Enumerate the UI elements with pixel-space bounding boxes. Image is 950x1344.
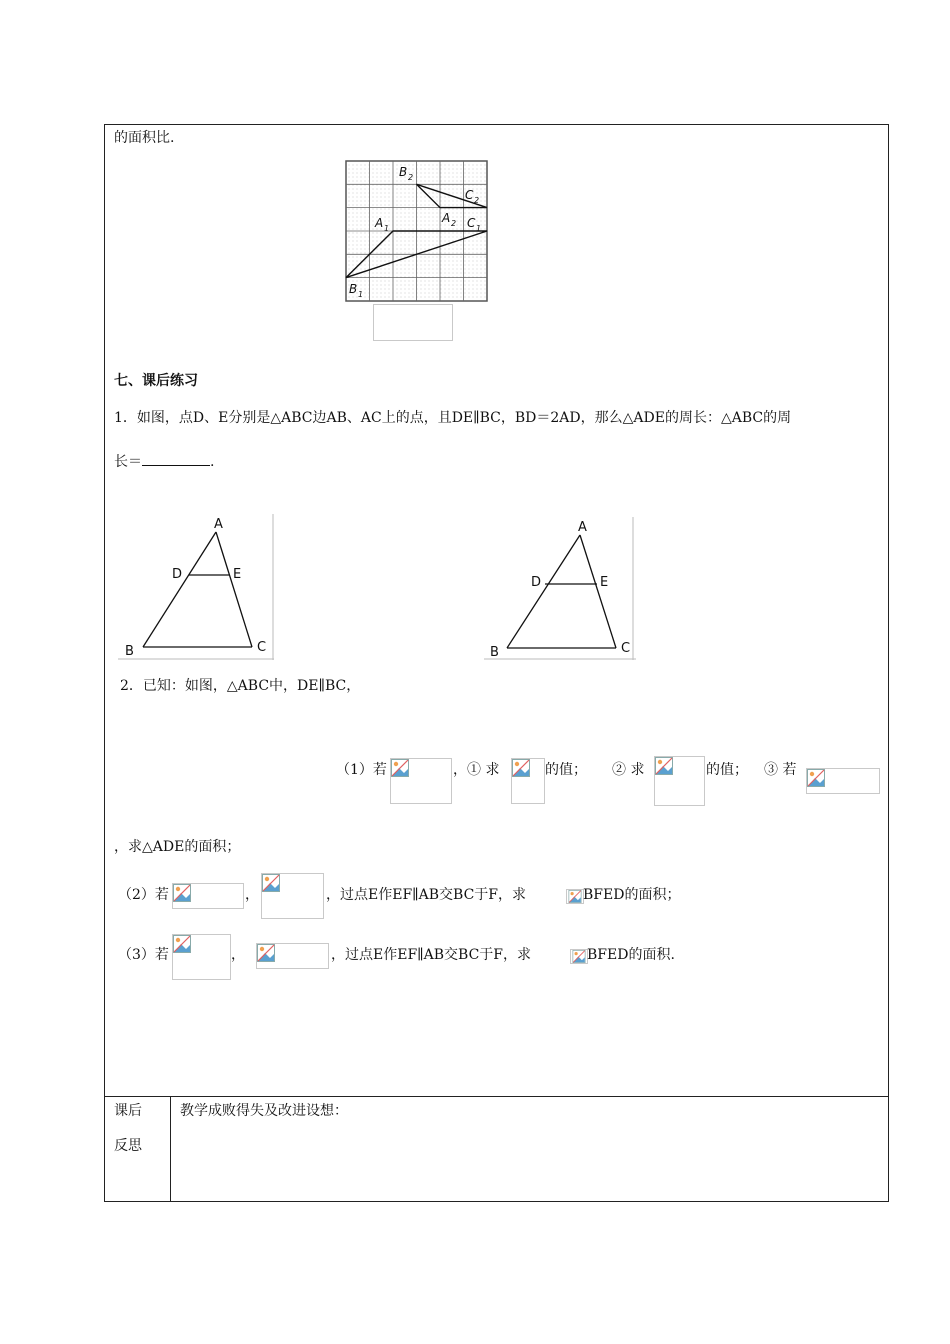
svg-text:2: 2	[408, 173, 414, 182]
label-b2: B	[399, 165, 408, 179]
grid-triangle-figure	[343, 159, 489, 303]
table-left-border	[104, 124, 105, 1202]
broken-image-icon	[173, 935, 191, 953]
triangle-figure-right	[484, 517, 636, 660]
svg-text:1: 1	[476, 224, 482, 233]
q1-line2: 长＝ .	[114, 451, 214, 471]
q2-p3-b: ，	[231, 947, 245, 963]
q2-p2-d: BFED的面积；	[583, 887, 681, 903]
table-column-divider	[170, 1096, 171, 1202]
formula-image	[390, 758, 452, 804]
broken-image-icon	[173, 884, 191, 902]
q2-p1-c: 的值；	[545, 762, 587, 778]
formula-image-inline	[566, 889, 584, 904]
formula-image	[172, 883, 244, 909]
formula-image	[261, 873, 324, 919]
q2-p1-d: ② 求	[612, 762, 645, 778]
q1-line1: 1．如图，点D、E分别是△ABC边AB、AC上的点，且DE∥BC，BD＝2AD，那么△ADE的周长：△ABC的周	[114, 410, 792, 426]
formula-image	[806, 768, 880, 794]
q2-p1-a: （1）若	[336, 762, 387, 778]
q2-p2-a: （2）若	[118, 887, 169, 903]
svg-text:1: 1	[384, 224, 390, 233]
broken-image-icon	[262, 874, 280, 892]
label-b1: B	[349, 282, 358, 296]
q2-p1-f: ③ 若	[764, 762, 797, 778]
q2-p3-d: BFED的面积.	[587, 947, 675, 963]
answer-blank	[142, 451, 210, 466]
section-title: 七、课后练习	[114, 373, 198, 389]
q2-p2-c: ，过点E作EF∥AB交BC于F，求	[326, 887, 526, 903]
svg-text:1: 1	[358, 290, 364, 299]
q2-p1-b: ，① 求	[453, 762, 500, 778]
broken-image-icon	[257, 944, 275, 962]
svg-text:A: A	[578, 520, 587, 535]
broken-image-icon	[567, 890, 583, 903]
formula-image	[511, 758, 545, 804]
svg-text:D: D	[531, 575, 542, 590]
footer-content: 教学成败得失及改进设想：	[180, 1103, 348, 1119]
svg-text:2: 2	[474, 196, 480, 205]
q2-p3-c: ，过点E作EF∥AB交BC于F，求	[331, 947, 531, 963]
table-bottom-border	[104, 1201, 889, 1202]
svg-text:C: C	[621, 641, 631, 656]
label-a2: A	[442, 211, 451, 225]
label-a1: A	[375, 216, 384, 230]
table-top-border	[104, 124, 889, 125]
svg-text:E: E	[233, 567, 242, 582]
footer-label-line1: 课后	[114, 1103, 142, 1119]
svg-text:E: E	[600, 575, 609, 590]
broken-image-icon	[391, 759, 409, 777]
table-right-border	[888, 124, 889, 1202]
svg-text:B: B	[125, 644, 134, 659]
q2-p2-b: ，	[245, 887, 259, 903]
broken-image-icon	[807, 769, 825, 787]
svg-text:D: D	[172, 567, 183, 582]
broken-image-icon	[571, 950, 587, 963]
svg-text:B: B	[490, 645, 499, 660]
formula-image-inline	[570, 949, 588, 964]
svg-text:C: C	[257, 640, 267, 655]
q2-p1-cont: ，求△ADE的面积；	[114, 839, 241, 855]
svg-text:A: A	[214, 517, 223, 532]
label-c1: C	[467, 216, 476, 230]
formula-image	[256, 943, 329, 969]
q2-p1-e: 的值；	[706, 762, 748, 778]
broken-image-icon	[655, 757, 673, 775]
triangle-figure-left	[118, 514, 274, 660]
svg-text:2: 2	[451, 219, 457, 228]
footer-label-line2: 反思	[114, 1138, 142, 1154]
table-row-divider	[104, 1096, 889, 1097]
broken-image-icon	[512, 759, 530, 777]
formula-image	[172, 934, 231, 980]
empty-image-placeholder	[373, 304, 453, 341]
label-c2: C	[465, 188, 474, 202]
formula-image	[654, 756, 705, 806]
q2-intro: 2．已知：如图，△ABC中，DE∥BC，	[120, 678, 361, 694]
top-text: 的面积比.	[114, 130, 175, 146]
q2-p3-a: （3）若	[118, 947, 169, 963]
